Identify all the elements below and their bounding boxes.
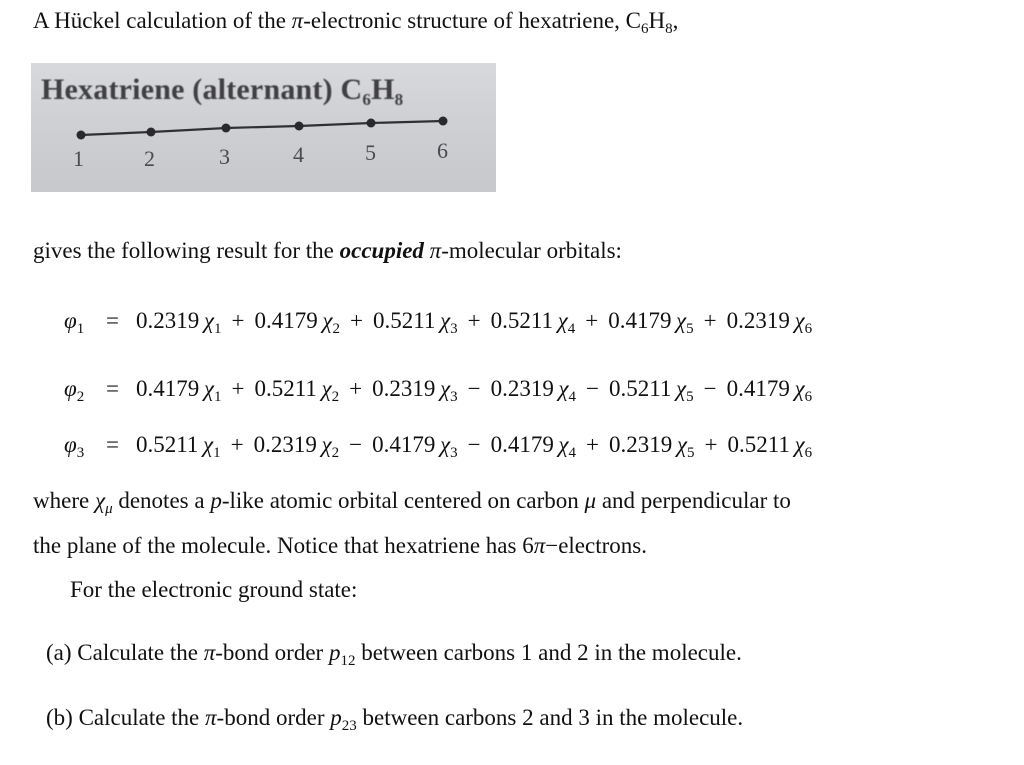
orbital-lhs: [64, 432, 85, 461]
chi-symbol: χ: [321, 376, 332, 401]
operator-sign: −: [467, 432, 481, 457]
pi-symbol: π: [203, 640, 216, 665]
operator-sign: +: [585, 308, 599, 333]
phi-index: 3: [76, 445, 85, 461]
phi-symbol: φ: [64, 432, 77, 457]
operator-sign: −: [467, 376, 481, 401]
chi-index: 2: [331, 389, 340, 405]
equals-sign: =: [106, 308, 119, 333]
orbital-term: [609, 376, 694, 405]
intro-tail: ,: [672, 8, 679, 33]
operator-sign: +: [703, 308, 717, 333]
chi-symbol: χ: [794, 432, 805, 457]
coefficient: 0.5211: [609, 376, 672, 401]
mu-subscript: μ: [105, 501, 113, 517]
where-suffix: and perpendicular to: [596, 488, 791, 513]
chi-index: 5: [686, 321, 694, 337]
chi-index: 6: [804, 321, 813, 337]
gives-sentence: [33, 238, 622, 264]
pi-symbol: π: [423, 238, 442, 263]
chi-index: 2: [332, 321, 340, 337]
coefficient: 0.5211: [372, 308, 436, 333]
atom-label-6: 6: [437, 138, 448, 163]
equals-sign: =: [106, 376, 119, 401]
orbital-terms: [136, 308, 813, 337]
atom-dot-1: [77, 131, 86, 140]
orbital-terms: [136, 376, 813, 405]
orbital-term: [136, 432, 221, 461]
question-suffix: between carbons 2 and 3 in the molecule.: [356, 705, 744, 730]
question-label: (b) Calculate the: [46, 705, 206, 730]
figure-title-h: H: [371, 73, 395, 106]
bond-order-subscript: 23: [341, 718, 357, 734]
gives-prefix: gives the following result for the: [33, 238, 340, 263]
phi-index: 1: [76, 321, 85, 337]
orbital-term: [609, 432, 695, 461]
atom-dot-3: [222, 124, 231, 133]
chi-index: 4: [567, 321, 576, 337]
hexatriene-figure: [31, 63, 496, 192]
atom-dot-4: [295, 122, 304, 131]
gives-suffix: -molecular orbitals:: [441, 238, 622, 263]
coefficient: 0.4179: [372, 432, 436, 457]
intro-suffix: -electronic structure of hexatriene, C: [303, 8, 642, 33]
coefficient: 0.5211: [254, 376, 317, 401]
chi-symbol: χ: [676, 308, 687, 333]
chi-symbol: χ: [94, 488, 106, 513]
operator-sign: +: [586, 432, 600, 457]
orbital-term: [253, 432, 340, 461]
chi-symbol: χ: [203, 432, 214, 457]
chi-symbol: χ: [794, 376, 805, 401]
orbital-term: [372, 376, 458, 405]
phi-symbol: φ: [64, 308, 77, 333]
operator-sign: +: [349, 376, 363, 401]
orbital-term: [490, 308, 576, 337]
where-prefix: where: [33, 488, 95, 513]
chi-index: 4: [568, 389, 577, 405]
coefficient: 0.5211: [727, 432, 790, 457]
chi-index: 1: [213, 445, 221, 461]
chi-index: 3: [450, 445, 458, 461]
chi-symbol: χ: [794, 308, 805, 333]
coefficient: 0.2319: [726, 308, 790, 333]
chi-symbol: χ: [676, 432, 688, 457]
carbon-subscript: 6: [641, 21, 649, 37]
operator-sign: −: [349, 432, 363, 457]
atom-dot-2: [147, 128, 156, 137]
coefficient: 0.4179: [608, 308, 672, 333]
orbital-term: [726, 376, 813, 405]
chi-symbol: χ: [321, 432, 332, 457]
operator-sign: −: [586, 376, 600, 401]
coefficient: 0.2319: [253, 432, 317, 457]
chi-index: 5: [687, 445, 695, 461]
intro-sentence: [33, 8, 679, 37]
figure-title-main: Hexatriene (alternant) C: [41, 73, 363, 106]
chi-index: 5: [686, 389, 694, 405]
chi-symbol: χ: [439, 376, 451, 401]
orbital-term: [136, 308, 222, 337]
question-a: [46, 640, 742, 669]
chi-index: 3: [450, 389, 458, 405]
orbital-terms: [136, 432, 813, 461]
figure-title-c-sub: 6: [362, 90, 372, 109]
coefficient: 0.5211: [490, 308, 553, 333]
operator-sign: +: [230, 432, 244, 457]
operator-sign: +: [467, 308, 481, 333]
chi-symbol: χ: [439, 308, 451, 333]
chi-symbol: χ: [203, 376, 214, 401]
atom-label-5: 5: [365, 140, 376, 165]
coefficient: 0.4179: [136, 376, 200, 401]
atom-label-1: 1: [73, 146, 84, 171]
chi-symbol: χ: [203, 308, 214, 333]
question-suffix: between carbons 1 and 2 in the molecule.: [355, 640, 742, 665]
orbital-term: [726, 308, 813, 337]
question-mid: -bond order: [216, 705, 331, 730]
chi-index: 1: [213, 389, 222, 405]
coefficient: 0.5211: [136, 432, 199, 457]
chi-index: 6: [804, 445, 813, 461]
chi-index: 2: [331, 445, 340, 461]
coefficient: 0.2319: [609, 432, 673, 457]
atom-dot-5: [367, 119, 376, 128]
bond-order-symbol: p: [330, 705, 342, 730]
carbon-chain-diagram: [31, 63, 496, 192]
atom-label-2: 2: [144, 146, 155, 171]
orbital-lhs: [64, 308, 85, 337]
orbital-term: [136, 376, 222, 405]
orbital-term: [727, 432, 813, 461]
orbital-term: [490, 376, 577, 405]
coefficient: 0.4179: [490, 432, 554, 457]
orbital-term: [254, 308, 340, 337]
where-line-1: [33, 488, 791, 517]
coefficient: 0.2319: [136, 308, 200, 333]
question-b: [46, 705, 744, 734]
question-mid: -bond order: [215, 640, 329, 665]
chi-index: 6: [804, 389, 813, 405]
where-line2-prefix: the plane of the molecule. Notice that hexatriene has 6: [33, 533, 534, 558]
where-mid: denotes a: [112, 488, 211, 513]
pi-symbol: π: [533, 533, 546, 558]
chi-symbol: χ: [676, 376, 687, 401]
figure-title-h-sub: 8: [394, 90, 404, 109]
ground-state-heading: For the electronic ground state:: [70, 577, 358, 602]
operator-sign: +: [704, 432, 718, 457]
pi-symbol: π: [291, 8, 304, 33]
operator-sign: +: [231, 376, 245, 401]
mu-symbol: μ: [584, 488, 597, 513]
atom-dot-6: [439, 117, 448, 126]
orbital-term: [254, 376, 340, 405]
hydrogen-symbol: H: [648, 8, 666, 33]
chi-index: 3: [450, 321, 458, 337]
atom-label-4: 4: [293, 142, 304, 167]
chi-symbol: χ: [558, 432, 569, 457]
bond-order-symbol: p: [328, 640, 341, 665]
operator-sign: −: [703, 376, 717, 401]
atom-label-3: 3: [219, 144, 230, 169]
where-line2-suffix: −electrons.: [545, 533, 647, 558]
question-label: (a) Calculate the: [46, 640, 204, 665]
coefficient: 0.4179: [726, 376, 790, 401]
chain-bond-line: [81, 121, 443, 135]
chi-symbol: χ: [322, 308, 333, 333]
phi-symbol: φ: [64, 376, 77, 401]
chi-symbol: χ: [439, 432, 451, 457]
hydrogen-subscript: 8: [665, 21, 673, 37]
operator-sign: +: [349, 308, 363, 333]
p-like-italic: p: [210, 488, 222, 513]
equals-sign: =: [106, 432, 119, 457]
coefficient: 0.4179: [254, 308, 318, 333]
where-mid2: -like atomic orbital centered on carbon: [221, 488, 585, 513]
pi-symbol: π: [205, 705, 217, 730]
orbital-term: [372, 308, 458, 337]
orbital-term: [490, 432, 577, 461]
chi-symbol: χ: [557, 308, 568, 333]
orbital-lhs: [64, 376, 85, 405]
coefficient: 0.2319: [372, 376, 436, 401]
where-line-2: [33, 533, 647, 559]
chi-symbol: χ: [558, 376, 569, 401]
chi-index: 1: [213, 321, 222, 337]
orbital-term: [608, 308, 694, 337]
occupied-emphasis: occupied: [339, 238, 424, 263]
intro-prefix: A Hückel calculation of the: [33, 8, 292, 33]
phi-index: 2: [76, 389, 85, 405]
coefficient: 0.2319: [490, 376, 554, 401]
operator-sign: +: [231, 308, 245, 333]
bond-order-subscript: 12: [340, 653, 356, 669]
chi-index: 4: [568, 445, 577, 461]
orbital-term: [372, 432, 458, 461]
